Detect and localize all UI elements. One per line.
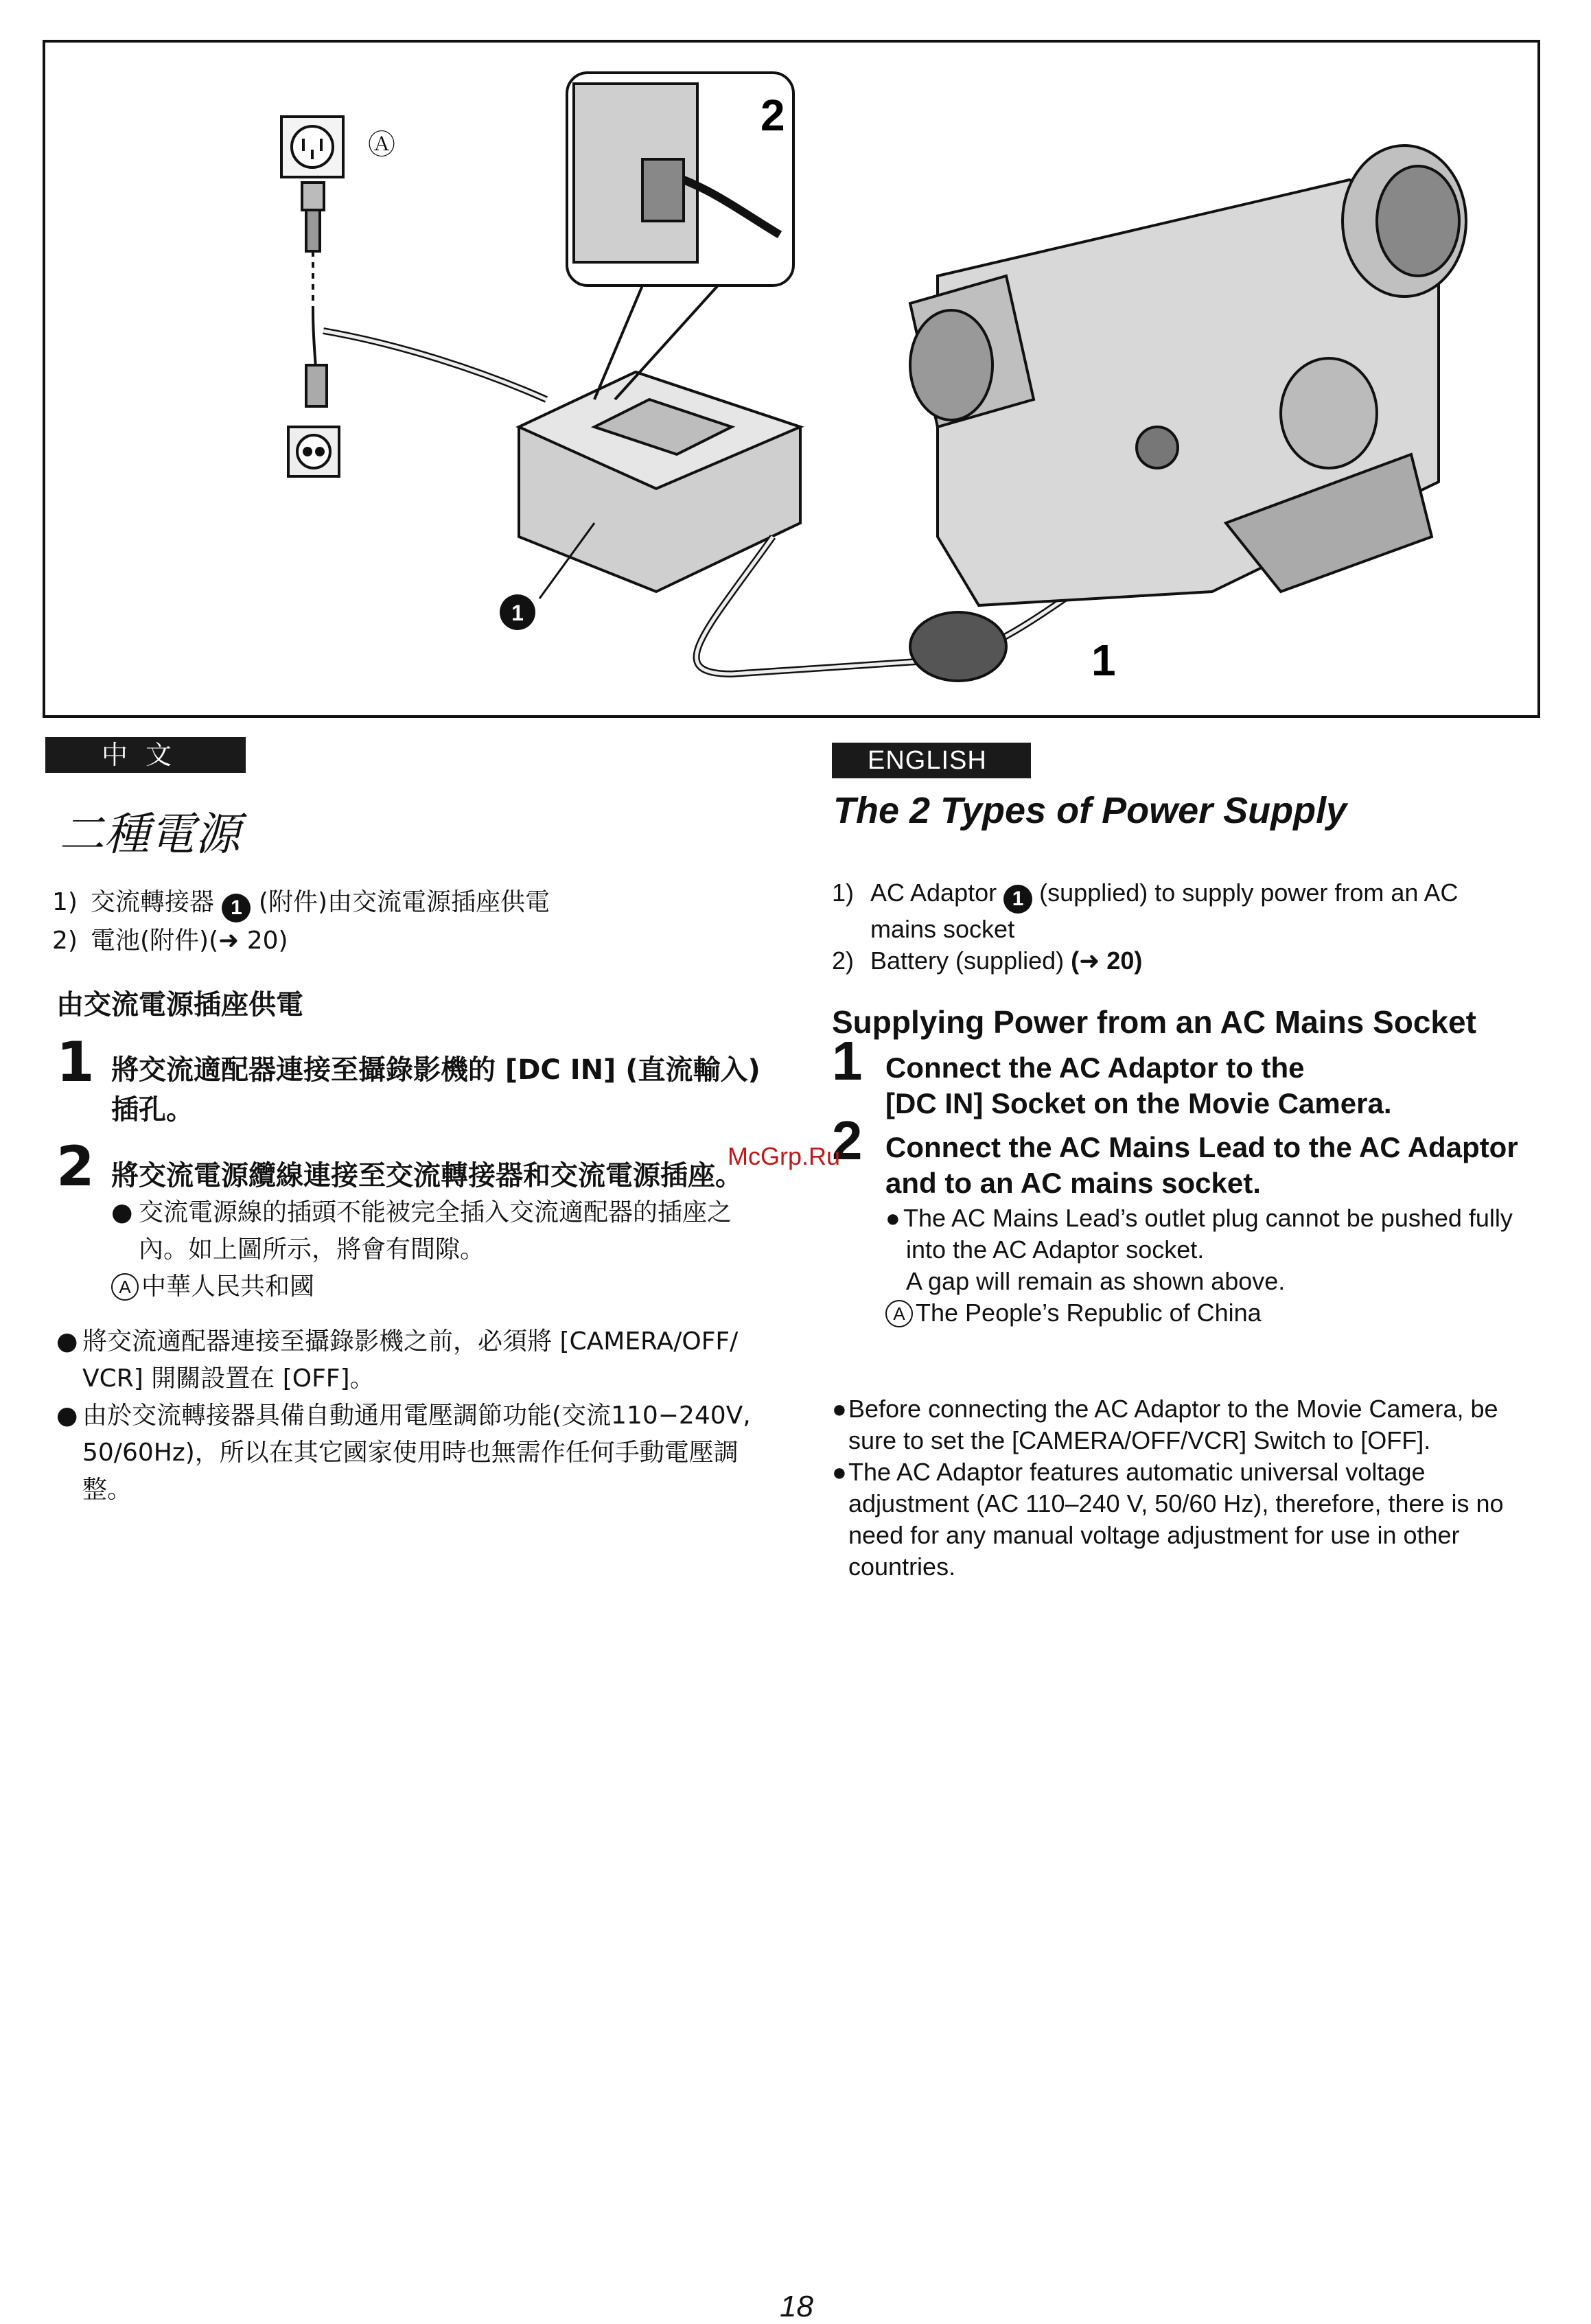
callout-1-label: 1 <box>1091 636 1116 685</box>
english-step-2-text: Connect the AC Mains Lead to the AC Adaptor and to an AC mains socket. <box>885 1131 1518 1199</box>
english-step-2-number: 2 <box>832 1110 863 1171</box>
list-item: 1) 交流轉接器 1 (附件)由交流電源插座供電 <box>52 884 752 922</box>
callout-2-label: 2 <box>760 91 785 140</box>
zoom-callout <box>567 73 793 399</box>
label-a-marker: Ⓐ <box>368 130 395 160</box>
list-item: ● 交流電源線的插頭不能被完全插入交流適配器的插座之 內。如上圖所示，將會有間隙。 <box>111 1198 732 1264</box>
list-item: 2) 電池(附件)(➜ 20) <box>52 927 288 955</box>
english-step-1-number: 1 <box>832 1030 863 1091</box>
chinese-power-list <box>52 884 752 960</box>
list-item: 2) Battery (supplied) (➜ 20) <box>832 946 1143 975</box>
list-item: ● The AC Adaptor features automatic universal voltage adjustment (AC 110–240 V, 50/60 Hz), therefore, there is no need for any manual voltage adjustment for use in other countries. <box>832 1458 1504 1581</box>
list-item: ● 將交流適配器連接至攝錄影機之前，必須將 [CAMERA/OFF/ VCR] 開關設置在 [OFF]。 <box>56 1327 739 1393</box>
chinese-subheading: 由交流電源插座供電 <box>56 989 303 1021</box>
chinese-step-2-details <box>111 1194 770 1305</box>
mains-lead <box>323 331 546 399</box>
english-step-1-text: Connect the AC Adaptor to the [DC IN] Socket on the Movie Camera. <box>885 1051 1392 1119</box>
english-notes <box>832 1393 1518 1583</box>
chinese-step-1-text: 將交流適配器連接至攝錄影機的 [DC IN] (直流輸入) 插孔。 <box>111 1054 760 1126</box>
adaptor-number-badge: 1 <box>222 894 251 922</box>
connection-diagram <box>45 43 1543 721</box>
chinese-notes <box>56 1323 784 1509</box>
movie-camera <box>910 146 1466 605</box>
wall-outlet-china <box>281 117 343 310</box>
page-number: 18 <box>780 2290 813 2323</box>
watermark: McGrp.Ru <box>728 1142 841 1170</box>
english-step-2-details <box>885 1202 1544 1329</box>
label-a-marker: A <box>111 1273 139 1301</box>
chinese-step-2-text: 將交流電源纜線連接至交流轉接器和交流電源插座。 <box>111 1160 743 1192</box>
svg-text:1: 1 <box>511 601 524 625</box>
english-power-list <box>832 877 1518 977</box>
english-subheading: Supplying Power from an AC Mains Socket <box>832 1004 1476 1040</box>
power-supply-illustration <box>43 40 1540 718</box>
chinese-title: 二種電源 <box>59 808 240 861</box>
list-item: 1) AC Adaptor 1 (supplied) to supply power from an AC mains socket <box>832 879 1459 943</box>
chinese-step-2-number: 2 <box>56 1135 95 1198</box>
language-tag-chinese: 中文 <box>45 737 246 773</box>
region-note: A The People’s Republic of China <box>885 1297 1544 1329</box>
region-note: A 中華人民共和國 <box>111 1268 770 1305</box>
ferrite-core <box>910 612 1006 681</box>
label-a-marker: A <box>885 1300 913 1327</box>
list-item: ● Before connecting the AC Adaptor to the Movie Camera, be sure to set the [CAMERA/OFF/VCR] Switch to [OFF]. <box>832 1395 1498 1454</box>
language-tag-english: ENGLISH <box>832 743 1031 778</box>
adaptor-number-badge: 1 <box>1003 885 1032 914</box>
english-title: The 2 Types of Power Supply <box>833 790 1347 831</box>
chinese-step-1-number: 1 <box>56 1030 95 1094</box>
list-item: ● The AC Mains Lead’s outlet plug cannot be pushed fully into the AC Adaptor socket. A gap will remain as shown above. <box>885 1204 1513 1295</box>
list-item: ● 由於交流轉接器具備自動通用電壓調節功能(交流110−240V, 50/60Hz)，所以在其它國家使用時也無需作任何手動電壓調 整。 <box>56 1402 751 1504</box>
